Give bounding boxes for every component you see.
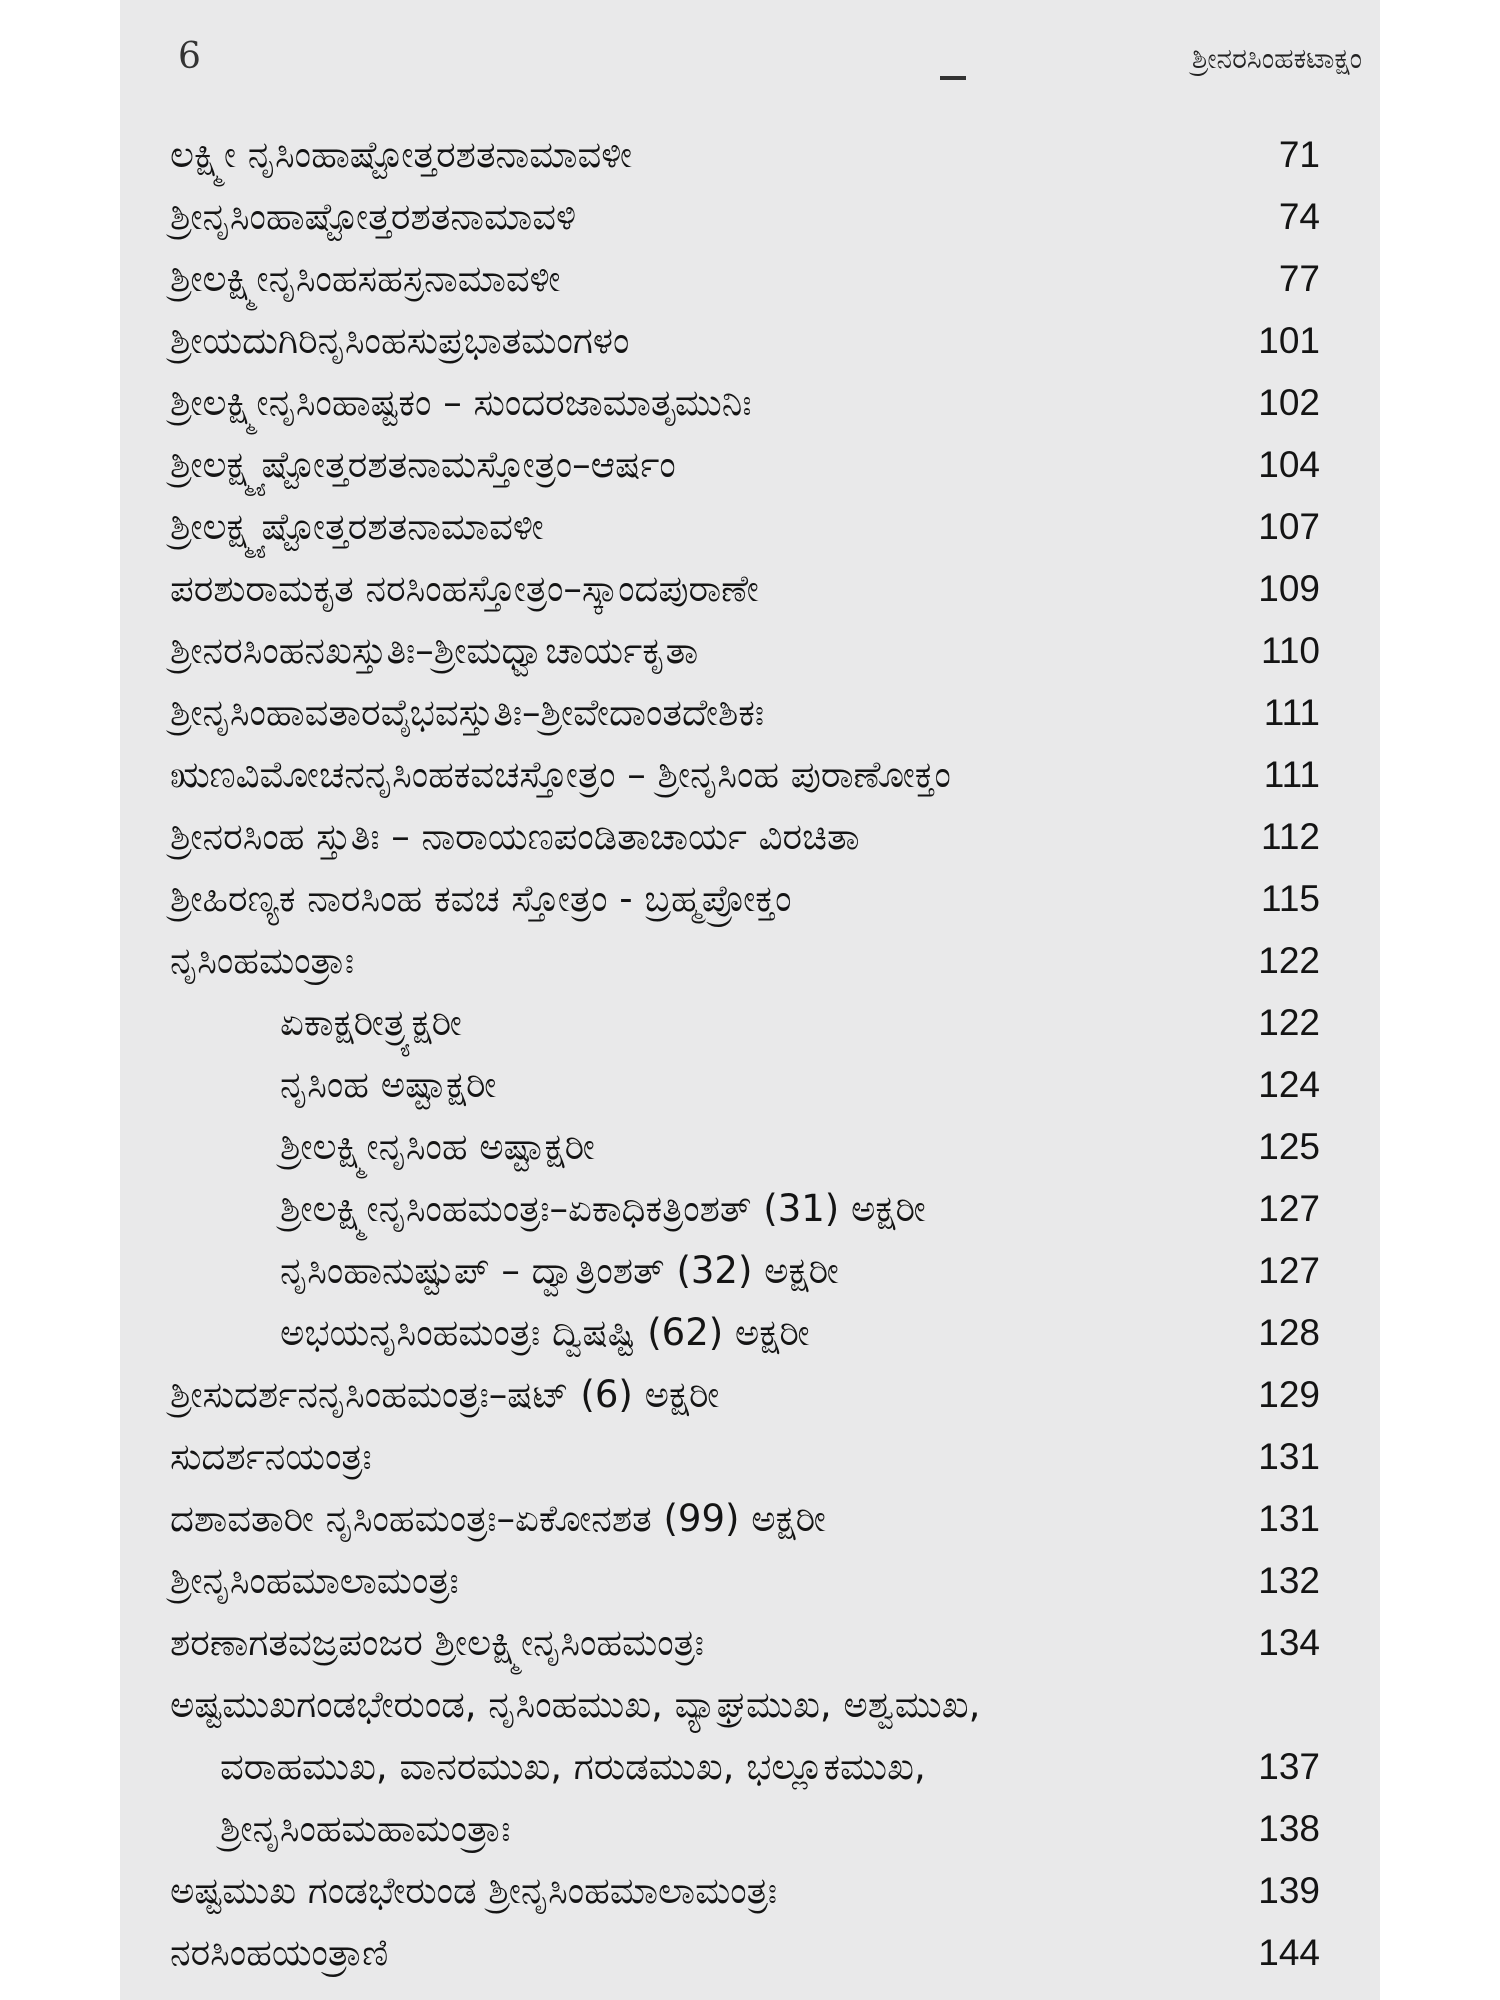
toc-entry-page: 71: [1278, 134, 1320, 175]
toc-entry-page: 127: [1258, 1250, 1320, 1291]
toc-entry-page: 139: [1258, 1870, 1320, 1911]
toc-entry-page: 111: [1263, 692, 1320, 733]
toc-entry-page: 101: [1258, 320, 1320, 361]
toc-entry-title: ಶರಣಾಗತವಜ್ರಪಂಜರ ಶ್ರೀಲಕ್ಷ್ಮೀನೃಸಿಂಹಮಂತ್ರಃ: [170, 1621, 705, 1664]
toc-entry: [120, 372, 1380, 434]
toc-entry: [120, 248, 1380, 310]
toc-entry-page: 74: [1278, 196, 1320, 237]
toc-entry-page: 109: [1258, 568, 1320, 609]
toc-entry-title: ಅಷ್ಟಮುಖಗಂಡಭೇರುಂಡ, ನೃಸಿಂಹಮುಖ, ವ್ಯಾಘ್ರಮುಖ, ಅಶ್ವಮುಖ,: [170, 1683, 981, 1726]
toc-entry: [120, 1612, 1380, 1674]
toc-entry-page: 107: [1258, 506, 1320, 547]
toc-entry-page: 125: [1258, 1126, 1320, 1167]
toc-entry-page: 138: [1258, 1808, 1320, 1849]
toc-entry-title: ದಶಾವತಾರೀ ನೃಸಿಂಹಮಂತ್ರಃ–ಏಕೋನಶತ (99) ಅಕ್ಷರೀ: [170, 1497, 826, 1540]
toc-entry-title: ಶ್ರೀಸುದರ್ಶನನೃಸಿಂಹಮಂತ್ರಃ–ಷಟ್ (6) ಅಕ್ಷರೀ: [170, 1373, 720, 1416]
book-page: [120, 0, 1380, 2000]
table-of-contents: [120, 124, 1380, 1984]
toc-entry-page: 131: [1258, 1436, 1320, 1477]
toc-entry-title: ಶ್ರೀನೃಸಿಂಹಮಹಾಮಂತ್ರಾಃ: [220, 1807, 511, 1850]
toc-entry: [120, 1550, 1380, 1612]
toc-entry-page: 110: [1261, 630, 1320, 671]
toc-entry: [120, 620, 1380, 682]
toc-entry: [120, 1364, 1380, 1426]
toc-entry-page: 102: [1258, 382, 1320, 423]
toc-entry: [120, 124, 1380, 186]
toc-entry: [120, 930, 1380, 992]
toc-entry-title: ಲಕ್ಷ್ಮೀ ನೃಸಿಂಹಾಷ್ಟೋತ್ತರಶತನಾಮಾವಳೀ: [170, 133, 633, 176]
toc-entry-title: ಶ್ರೀನರಸಿಂಹನಖಸ್ತುತಿಃ–ಶ್ರೀಮಧ್ವಾಚಾರ್ಯಕೃತಾ: [170, 629, 699, 672]
toc-entry-title: ಅಭಯನೃಸಿಂಹಮಂತ್ರಃ ದ್ವಿಷಷ್ಟಿ (62) ಅಕ್ಷರೀ: [280, 1311, 810, 1354]
toc-entry-title: ಶ್ರೀನೃಸಿಂಹಾಷ್ಟೋತ್ತರಶತನಾಮಾವಳಿ: [170, 195, 577, 238]
toc-entry-page: 122: [1258, 940, 1320, 981]
toc-entry-title: ನರಸಿಂಹಯಂತ್ರಾಣಿ: [170, 1931, 389, 1974]
toc-entry: [120, 1488, 1380, 1550]
toc-entry-page: 115: [1261, 878, 1320, 919]
toc-entry-title: ಶ್ರೀಲಕ್ಷ್ಮೀನೃಸಿಂಹಾಷ್ಟಕಂ – ಸುಂದರಜಾಮಾತೃಮುನಿಃ: [170, 381, 752, 424]
toc-entry-page: 122: [1258, 1002, 1320, 1043]
toc-entry: [120, 434, 1380, 496]
toc-entry-title: ವರಾಹಮುಖ, ವಾನರಮುಖ, ಗರುಡಮುಖ, ಭಲ್ಲೂಕಮುಖ,: [220, 1745, 926, 1788]
toc-entry-title: ಶ್ರೀಲಕ್ಷ್ಮ್ಯಷ್ಟೋತ್ತರಶತನಾಮಸ್ತೋತ್ರಂ–ಆರ್ಷಂ: [170, 443, 676, 486]
toc-entry: [120, 1302, 1380, 1364]
toc-entry: [120, 992, 1380, 1054]
toc-entry: [120, 744, 1380, 806]
toc-entry-title: ಏಕಾಕ್ಷರೀತ್ರ್ಯಕ್ಷರೀ: [280, 1001, 462, 1044]
toc-entry: [120, 868, 1380, 930]
toc-entry-title: ಶ್ರೀಯದುಗಿರಿನೃಸಿಂಹಸುಪ್ರಭಾತಮಂಗಳಂ: [170, 319, 630, 362]
toc-entry-page: 127: [1258, 1188, 1320, 1229]
toc-entry-title: ಶ್ರೀಲಕ್ಷ್ಮೀನೃಸಿಂಹಮಂತ್ರಃ–ಏಕಾಧಿಕತ್ರಿಂಶತ್ (31) ಅಕ್ಷರೀ: [280, 1187, 926, 1230]
toc-entry-page: 144: [1258, 1932, 1320, 1973]
toc-entry: [120, 186, 1380, 248]
header-mark: [940, 76, 966, 80]
toc-entry: [120, 1922, 1380, 1984]
toc-entry-page: 132: [1258, 1560, 1320, 1601]
toc-entry-page: 131: [1258, 1498, 1320, 1539]
toc-entry-page: 112: [1261, 816, 1320, 857]
running-title: ಶ್ರೀನರಸಿಂಹಕಟಾಕ್ಷಂ: [1191, 42, 1362, 75]
toc-entry-title: ಶ್ರೀಲಕ್ಷ್ಮ್ಯಷ್ಟೋತ್ತರಶತನಾಮಾವಳೀ: [170, 505, 544, 548]
page-number: 6: [178, 36, 201, 77]
toc-entry-title: ಶ್ರೀಲಕ್ಷ್ಮೀನೃಸಿಂಹ ಅಷ್ಟಾಕ್ಷರೀ: [280, 1125, 595, 1168]
toc-entry-page: 134: [1258, 1622, 1320, 1663]
toc-entry: [120, 496, 1380, 558]
toc-entry-title: ನೃಸಿಂಹಾನುಷ್ಟುಪ್ – ದ್ವಾತ್ರಿಂಶತ್ (32) ಅಕ್ಷರೀ: [280, 1249, 839, 1292]
toc-entry: [120, 682, 1380, 744]
toc-entry: [120, 1798, 1380, 1860]
toc-entry-page: 111: [1263, 754, 1320, 795]
toc-entry: [120, 1240, 1380, 1302]
toc-entry-title: ಋಣವಿಮೋಚನನೃಸಿಂಹಕವಚಸ್ತೋತ್ರಂ – ಶ್ರೀನೃಸಿಂಹ ಪುರಾಣೋಕ್ತಂ: [170, 753, 951, 796]
toc-entry-page: 77: [1278, 258, 1320, 299]
toc-entry-title: ಅಷ್ಟಮುಖ ಗಂಡಭೇರುಂಡ ಶ್ರೀನೃಸಿಂಹಮಾಲಾಮಂತ್ರಃ: [170, 1869, 778, 1912]
toc-entry: [120, 1860, 1380, 1922]
toc-entry-title: ಶ್ರೀನೃಸಿಂಹಾವತಾರವೈಭವಸ್ತುತಿಃ–ಶ್ರೀವೇದಾಂತದೇಶಿಕಃ: [170, 691, 765, 734]
toc-entry: [120, 1116, 1380, 1178]
toc-entry: [120, 1674, 1380, 1736]
toc-entry-page: 104: [1258, 444, 1320, 485]
toc-entry: [120, 1426, 1380, 1488]
toc-entry: [120, 806, 1380, 868]
toc-entry-title: ನೃಸಿಂಹಮಂತ್ರಾಃ: [170, 939, 355, 982]
toc-entry: [120, 1178, 1380, 1240]
toc-entry: [120, 310, 1380, 372]
toc-entry-title: ಸುದರ್ಶನಯಂತ್ರಃ: [170, 1435, 372, 1478]
toc-entry: [120, 558, 1380, 620]
toc-entry: [120, 1054, 1380, 1116]
toc-entry: [120, 1736, 1380, 1798]
toc-entry-page: 128: [1258, 1312, 1320, 1353]
toc-entry-page: 137: [1258, 1746, 1320, 1787]
toc-entry-page: 129: [1258, 1374, 1320, 1415]
toc-entry-title: ಶ್ರೀನೃಸಿಂಹಮಾಲಾಮಂತ್ರಃ: [170, 1559, 459, 1602]
toc-entry-title: ನೃಸಿಂಹ ಅಷ್ಟಾಕ್ಷರೀ: [280, 1063, 497, 1106]
toc-entry-title: ಶ್ರೀಹಿರಣ್ಯಕ ನಾರಸಿಂಹ ಕವಚ ಸ್ತೋತ್ರಂ - ಬ್ರಹ್ಮಪ್ರೋಕ್ತಂ: [170, 877, 792, 920]
toc-entry-title: ಶ್ರೀಲಕ್ಷ್ಮೀನೃಸಿಂಹಸಹಸ್ರನಾಮಾವಳೀ: [170, 257, 561, 300]
toc-entry-page: 124: [1258, 1064, 1320, 1105]
toc-entry-title: ಶ್ರೀನರಸಿಂಹ ಸ್ತುತಿಃ – ನಾರಾಯಣಪಂಡಿತಾಚಾರ್ಯ ವಿರಚಿತಾ: [170, 815, 860, 858]
toc-entry-title: ಪರಶುರಾಮಕೃತ ನರಸಿಂಹಸ್ತೋತ್ರಂ–ಸ್ಕಾಂದಪುರಾಣೇ: [170, 567, 759, 610]
